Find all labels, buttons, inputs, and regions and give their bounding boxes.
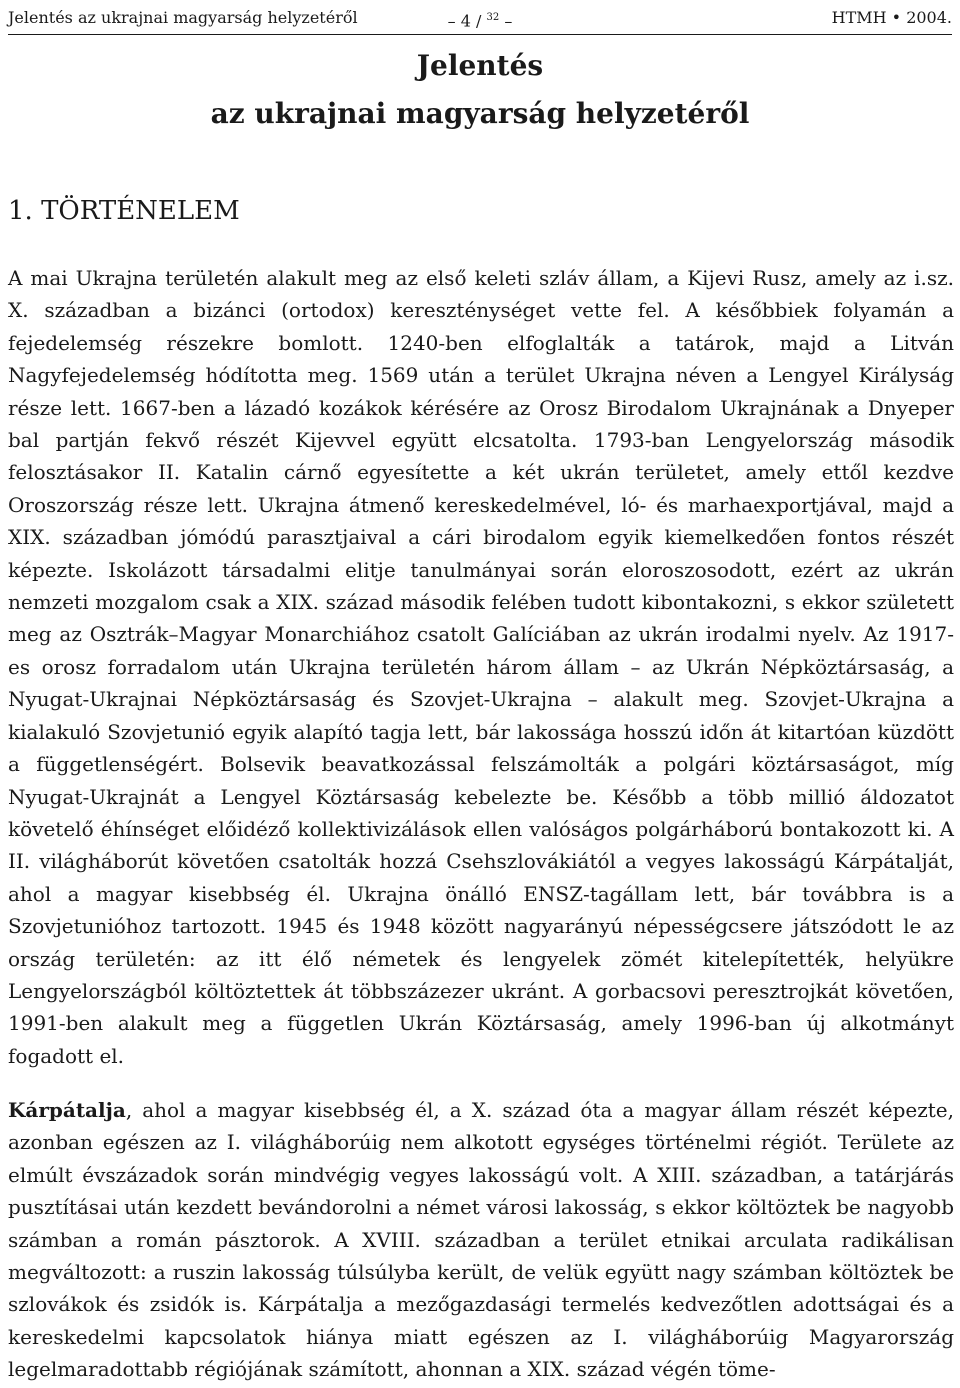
page-total: 32 [486, 12, 500, 23]
title-line-1: Jelentés [416, 49, 544, 82]
header-document-title: Jelentés az ukrajnai magyarság helyzetéről [8, 8, 358, 27]
bold-term: Kárpátalja [8, 1098, 126, 1122]
page-title [0, 42, 960, 138]
page-current: 4 [460, 11, 471, 31]
paragraph-karpatalja-text: , ahol a magyar kisebbség él, a X. század óta a magyar állam részét képezte, azonban egészen az I. világháborúig nem alkotott egységes történelmi régiót. Területe az elmúlt évszázadok során mindvégig vegyes lakosságú volt. A XIII. században, a tatárjárás pusztításai után kezdett bevándorolni a német városi lakosság, s ekkor költöztek be nagyobb számban a román pásztorok. A XVIII. században a terület etnikai arculata radikálisan megváltozott: a ruszin lakosság túlsúlyba került, de velük együtt nagy számban költöztek be szlovákok és zsidók is. Kárpátalja a mezőgazdasági termelés kedvezőtlen adottságai és a kereskedelmi kapcsolatok hiánya miatt egészen az I. világháborúig Magyarország legelmaradottabb régiójának számított, ahonnan a XIX. század végén töme- [8, 1098, 954, 1382]
running-header [8, 4, 952, 32]
header-rule [8, 34, 952, 35]
paragraph-karpatalja [8, 1094, 954, 1386]
section-heading: 1. TÖRTÉNELEM [8, 196, 240, 226]
header-publisher-date: HTMH • 2004. [831, 8, 952, 27]
header-page-number: – 4 / $^{32}$ – [447, 11, 513, 31]
paragraph-history: A mai Ukrajna területén alakult meg az első keleti szláv állam, a Kijevi Rusz, amely az i.sz. X. században a bizánci (ortodox) kereszténységet vette fel. A későbbiek folyamán a fejedelemség részekre bomlott. 1240-ben elfoglalták a tatárok, majd a Litván Nagyfejedelemség hódította meg. 1569 után a terület Ukrajna néven a Lengyel Királyság része lett. 1667-ben a lázadó kozákok kérésére az Orosz Birodalom Ukrajnának a Dnyeper bal partján fekvő részét Kijevvel együtt elcsatolta. 1793-ban Lengyelország második felosztásakor II. Katalin cárnő egyesítette a két ukrán területet, amely ettől kezdve Oroszország része lett. Ukrajna átmenő kereskedelmével, ló- és marhaexportjával, majd a XIX. században jómódú parasztjaival a cári birodalom egyik kiemelkedően fontos részét képezte. Iskolázott társadalmi elitje tanulmányai során eloroszosodott, ezért az ukrán nemzeti mozgalom csak a XIX. század második felében tudott kibontakozni, s ekkor született meg az Osztrák–Magyar Monarchiához csatolt Galíciában az ukrán irodalmi nyelv. Az 1917-es orosz forradalom után Ukrajna területén három állam – az Ukrán Népköztársaság, a Nyugat-Ukrajnai Népköztársaság és Szovjet-Ukrajna – alakult meg. Szovjet-Ukrajna a kialakuló Szovjetunió egyik alapító tagja lett, bár lakossága hosszú időn át kitartóan küzdött a függetlenségért. Bolsevik beavatkozással felszámolták a polgári köztársaságot, míg Nyugat-Ukrajnát a Lengyel Köztársaság kebelezte be. Később a több millió áldozatot követelő éhínséget előidéző kollektivizálások ellen valóságos polgárháború bontakozott ki. A II. világháborút követően csatolták hozzá Csehszlovákiától a vegyes lakosságú Kárpátalját, ahol a magyar kisebbség él. Ukrajna önálló ENSZ-tagállam lett, bár továbbra is a Szovjetunióhoz tartozott. 1945 és 1948 között nagyarányú népességcsere játszódott le az ország területén: az itt élő németek és lengyelek zömét kitelepítették, helyükre Lengyelországból költöztettek át többszázezer ukránt. A gorbacsovi peresztrojkát követően, 1991-ben alakult meg a független Ukrán Köztársaság, amely 1996-ban új alkotmányt fogadott el. [8, 266, 954, 1068]
title-line-2: az ukrajnai magyarság helyzetéről [210, 97, 750, 130]
